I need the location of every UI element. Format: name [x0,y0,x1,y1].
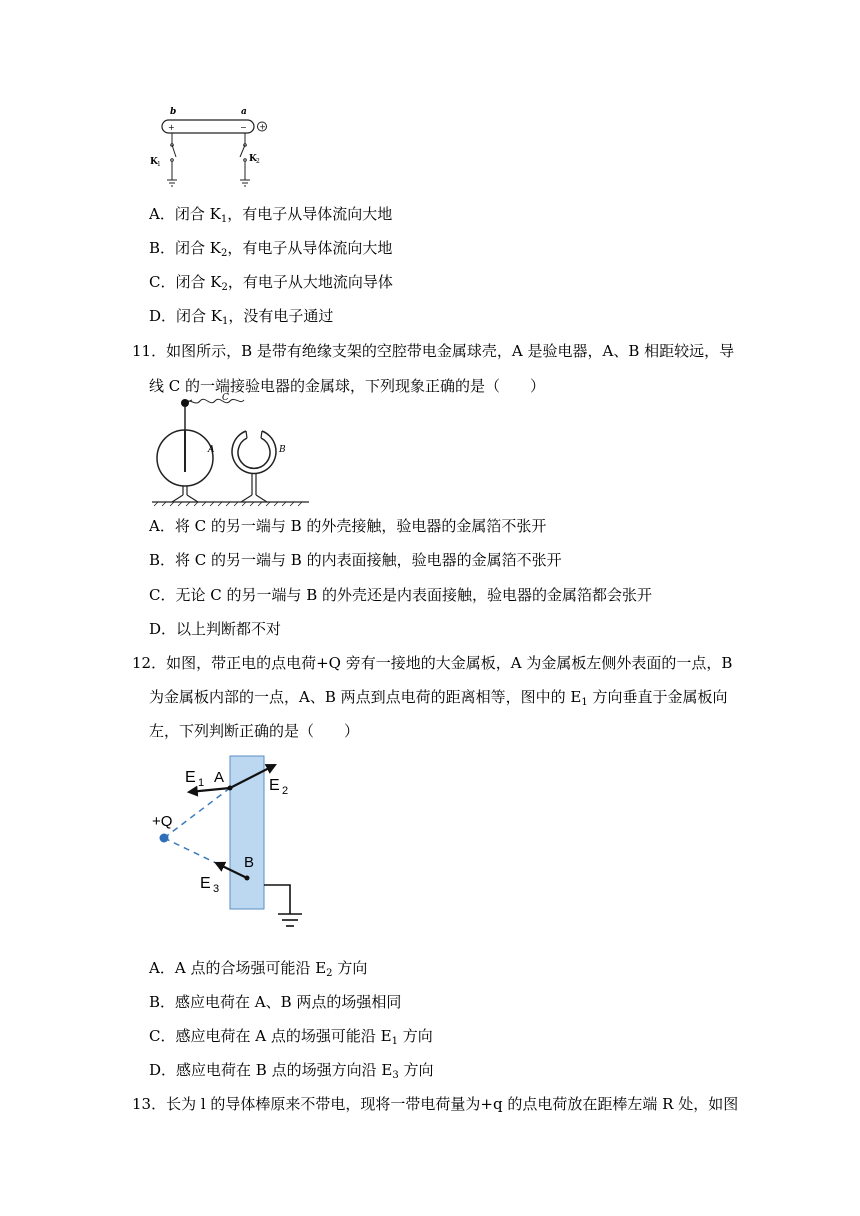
label-k1-sub: 1 [157,161,161,168]
q11-stem-line1: 11．如图所示，B 是带有绝缘支架的空腔带电金属球壳，A 是验电器，A、B 相距较远，导 [132,342,735,360]
label-b: B [279,445,286,455]
minus-sign: − [240,123,247,132]
label-e1-sub: 1 [198,777,205,789]
label-c: C [222,393,229,403]
q12-stem-line3: 左，下列判断正确的是（ ） [149,722,360,740]
q11-option-d: D．以上判断都不对 [149,620,282,638]
q11-option-c: C．无论 C 的另一端与 B 的外壳还是内表面接触，验电器的金属箔都会张开 [149,586,653,604]
label-b: b [170,107,177,117]
q11-stem-line2: 线 C 的一端接验电器的金属球，下列现象正确的是（ ） [149,377,546,395]
label-k2: K [249,154,257,164]
label-q: +Q [152,813,173,830]
charge-plus: + [259,122,266,132]
label-e3-sub: 3 [213,883,220,895]
q12-option-c: C．感应电荷在 A 点的场强可能沿 $E_1$ 方向 [149,1027,433,1047]
q10-option-a: A．闭合 $K_1$，有电子从导体流向大地 [149,205,393,225]
q12-option-a: A．A 点的合场强可能沿 $E_2$ 方向 [149,959,368,979]
label-e1: E [185,769,196,786]
q10-option-d: D．闭合 $K_1$，没有电子通过 [149,307,334,327]
conductor-switch-diagram [150,104,275,190]
plus-sign: + [168,123,175,132]
electroscope-sphere-diagram [152,392,312,508]
label-k1: K [150,157,158,167]
q12-stem-line2: 为金属板内部的一点，A、B 两点到点电荷的距离相等，图中的 $E_1$ 方向垂直于金属板向 [149,688,728,708]
q12-option-b: B．感应电荷在 A、B 两点的场强相同 [149,993,402,1011]
q11-option-b: B．将 C 的另一端与 B 的内表面接触，验电器的金属箔不张开 [149,551,562,569]
q12-stem-line1: 12．如图，带正电的点电荷+Q 旁有一接地的大金属板，A 为金属板左侧外表面的一点，B [132,654,733,672]
q12-option-d: D．感应电荷在 B 点的场强方向沿 $E_3$ 方向 [149,1061,434,1081]
label-a: A [208,445,215,455]
q11-option-a: A．将 C 的另一端与 B 的外壳接触，验电器的金属箔不张开 [149,517,547,535]
label-a: A [214,769,225,786]
q10-option-b: B．闭合 $K_2$，有电子从导体流向大地 [149,239,393,259]
q13-stem-line1: 13．长为 l 的导体棒原来不带电，现将一带电荷量为+q 的点电荷放在距棒左端 R 处，如图 [132,1095,739,1113]
q10-option-c: C．闭合 $K_2$，有电子从大地流向导体 [149,273,393,293]
label-e2: E [269,777,280,794]
label-b: B [244,854,255,871]
label-a: a [241,107,247,117]
label-k2-sub: 2 [256,158,260,165]
label-e3: E [200,875,211,892]
label-e2-sub: 2 [282,785,289,797]
charge-plate-field-diagram [148,752,308,938]
